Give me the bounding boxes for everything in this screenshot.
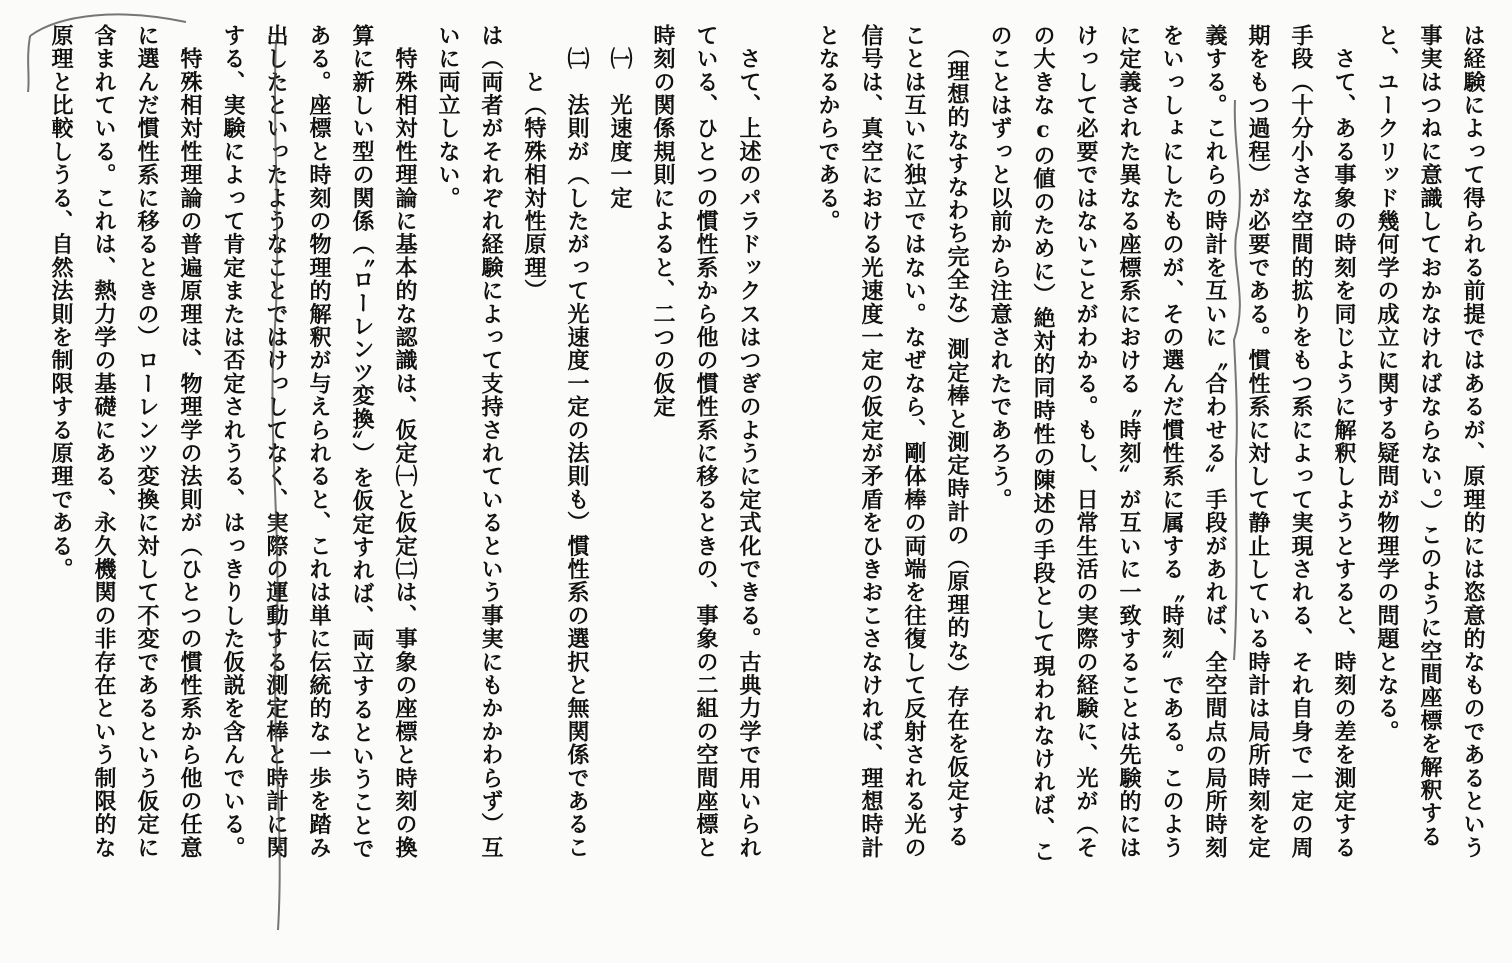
text-line: ㈠ 光速度一定 xyxy=(607,24,633,210)
text-line: に定義された異なる座標系における〝時刻〟が互いに一致することは先験的には xyxy=(1116,24,1142,860)
text-line: さて、ある事象の時刻を同じように解釈しようとすると、時刻の差を測定する xyxy=(1331,24,1357,860)
text-line: の大きなcの値のために）絶対的同時性の陳述の手段として現われなければ、こ xyxy=(1030,24,1056,864)
text-line: 原理と比較しうる、自然法則を制限する原理である。 xyxy=(48,24,74,581)
text-line: をいっしょにしたものが、その選んだ慣性系に属する〝時刻〟である。このよう xyxy=(1159,24,1185,860)
text-line: さて、上述のパラドックスはつぎのように定式化できる。古典力学で用いられ xyxy=(736,24,762,860)
text-line: のことはずっと以前から注意されたであろう。 xyxy=(987,24,1013,512)
text-line: ㈡ 法則が（したがって光速度一定の法則も）慣性系の選択と無関係であるこ xyxy=(564,24,590,860)
text-line: 義する。これらの時計を互いに〝合わせる〟手段があれば、全空間点の局所時刻 xyxy=(1202,24,1228,860)
text-line: いに両立しない。 xyxy=(435,24,461,210)
text-line: 期をもつ過程）が必要である。慣性系に対して静止している時計は局所時刻を定 xyxy=(1245,24,1271,860)
text-line: は経験によって得られる前提ではあるが、原理的には恣意的なものであるという xyxy=(1460,24,1486,860)
text-line: は（両者がそれぞれ経験によって支持されているという事実にもかかわらず）互 xyxy=(478,24,504,860)
text-line: 出したといったようなことではけっしてなく、実際の運動する測定棒と時計に関 xyxy=(263,24,289,860)
text-line: 手段（十分小さな空間的拡りをもつ系によって実現される、それ自身で一定の周 xyxy=(1288,24,1314,860)
text-line: ている、ひとつの慣性系から他の慣性系に移るときの、事象の二組の空間座標と xyxy=(693,24,719,860)
text-line: する、実験によって肯定または否定されうる、はっきりした仮説を含んでいる。 xyxy=(220,24,246,860)
text-line: ことは互いに独立ではない。なぜなら、剛体棒の両端を往復して反射される光の xyxy=(901,24,927,860)
right-text-column xyxy=(760,0,1512,963)
text-line: 時刻の関係規則によると、二つの仮定 xyxy=(650,24,676,419)
text-line: けっして必要ではないことがわかる。もし、日常生活の実際の経験に、光が（そ xyxy=(1073,24,1099,860)
text-line: と、ユークリッド幾何学の成立に関する疑問が物理学の問題となる。 xyxy=(1374,24,1400,744)
text-line: （理想的なすなわち完全な）測定棒と測定時計の（原理的な）存在を仮定する xyxy=(944,24,970,849)
text-line: 含まれている。これは、熱力学の基礎にある、永久機関の非存在という制限的な xyxy=(91,24,117,860)
text-line: に選んだ慣性系に移るときの）ローレンツ変換に対して不変であるという仮定に xyxy=(134,24,160,860)
text-line: 特殊相対性理論の普遍原理は、物理学の法則が（ひとつの慣性系から他の任意 xyxy=(177,24,203,860)
text-line: 信号は、真空における光速度一定の仮定が矛盾をひきおこさなければ、理想時計 xyxy=(858,24,884,860)
text-line: 特殊相対性理論に基本的な認識は、仮定㈠と仮定㈡は、事象の座標と時刻の換 xyxy=(392,24,418,860)
text-line: 事実はつねに意識しておかなければならない。）このように空間座標を解釈する xyxy=(1417,24,1443,849)
text-line: と（特殊相対性原理） xyxy=(521,24,547,303)
text-line: となるからである。 xyxy=(815,24,841,233)
text-line: 算に新しい型の関係（〝ローレンツ変換〟）を仮定すれば、両立するということで xyxy=(349,24,375,861)
text-line: ある。座標と時刻の物理的解釈が与えられると、これは単に伝統的な一歩を踏み xyxy=(306,24,332,860)
